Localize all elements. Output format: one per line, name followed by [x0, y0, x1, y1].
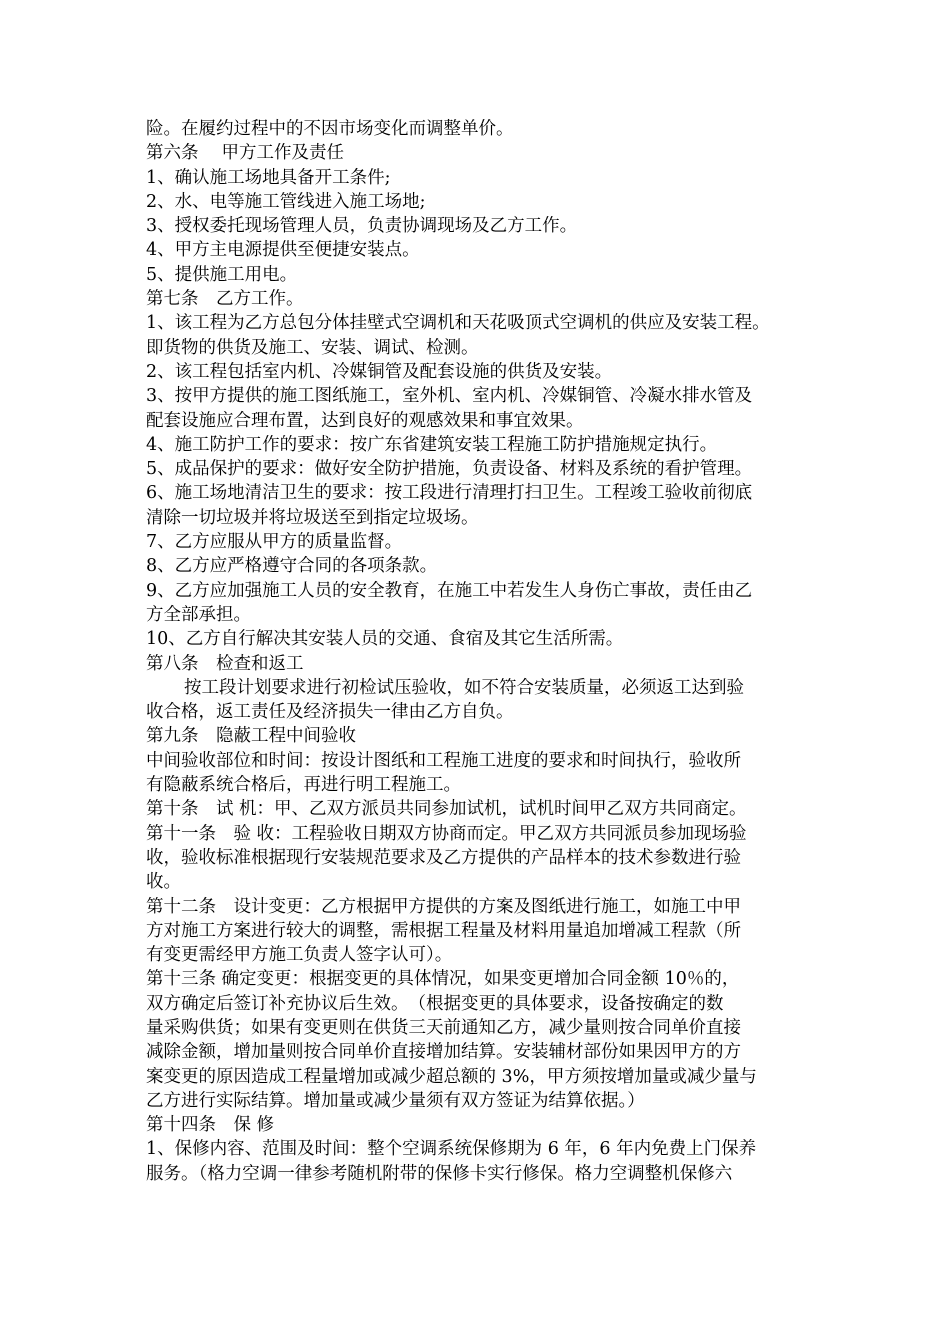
text-line: 5、成品保护的要求：做好安全防护措施，负责设备、材料及系统的看护管理。	[146, 459, 753, 480]
text-line: 有隐蔽系统合格后，再进行明工程施工。	[146, 775, 461, 796]
text-line: 乙方进行实际结算。增加量或减少量须有双方签证为结算依据。）	[146, 1090, 645, 1111]
section-heading-8: 第八条 检查和返工	[146, 653, 304, 674]
section-heading-9: 第九条 隐蔽工程中间验收	[146, 726, 356, 747]
text-line: 方对施工方案进行较大的调整，需根据工程量及材料用量追加增减工程款（所	[146, 920, 741, 941]
text-line: 3、授权委托现场管理人员，负责协调现场及乙方工作。	[146, 216, 578, 237]
text-line: 按工段计划要求进行初检试压验收，如不符合安装质量，必须返工达到验	[184, 677, 744, 698]
text-line: 收合格，返工责任及经济损失一律由乙方自负。	[146, 702, 514, 723]
document-page	[146, 117, 888, 1186]
text-line: 1、该工程为乙方总包分体挂壁式空调机和天花吸顶式空调机的供应及安装工程。	[146, 313, 770, 334]
text-line: 案变更的原因造成工程量增加或减少超总额的 3%，甲方须按增加量或减少量与	[146, 1066, 757, 1087]
text-line: 1、确认施工场地具备开工条件;	[146, 167, 391, 188]
text-line: 服务。（格力空调一律参考随机附带的保修卡实行修保。格力空调整机保修六	[146, 1163, 733, 1184]
text-line: 方全部承担。	[146, 604, 251, 625]
section-heading-14: 第十四条 保 修	[146, 1115, 275, 1136]
text-line: 5、提供施工用电。	[146, 264, 298, 285]
text-line: 减除金额，增加量则按合同单价直接增加结算。安装辅材部份如果因甲方的方	[146, 1042, 741, 1063]
text-line: 收。	[146, 872, 181, 893]
text-line: 险。在履约过程中的不因市场变化而调整单价。	[146, 119, 514, 139]
text-line: 10、乙方自行解决其安装人员的交通、食宿及其它生活所需。	[146, 629, 624, 650]
text-line: 1、保修内容、范围及时间：整个空调系统保修期为 6 年，6 年内免费上门保养	[146, 1139, 757, 1160]
text-line: 2、水、电等施工管线进入施工场地;	[146, 191, 426, 212]
section-heading-7: 第七条 乙方工作。	[146, 289, 304, 310]
text-line: 有变更需经甲方施工负责人签字认可）。	[146, 945, 453, 966]
section-heading-6: 第六条 甲方工作及责任	[146, 143, 345, 164]
text-line: 收，验收标准根据现行安装规范要求及乙方提供的产品样本的技术参数进行验	[146, 847, 741, 868]
section-heading-10: 第十条 试 机：甲、乙双方派员共同参加试机，试机时间甲乙双方共同商定。	[146, 799, 747, 820]
text-line: 3、按甲方提供的施工图纸施工，室外机、室内机、冷媒铜管、冷凝水排水管及	[146, 386, 753, 407]
text-line: 量采购供货；如果有变更则在供货三天前通知乙方，减少量则按合同单价直接	[146, 1017, 741, 1038]
text-line: 9、乙方应加强施工人员的安全教育，在施工中若发生人身伤亡事故，责任由乙	[146, 580, 753, 601]
text-line: 2、该工程包括室内机、冷媒铜管及配套设施的供货及安装。	[146, 361, 613, 382]
text-line: 配套设施应合理布置，达到良好的观感效果和事宜效果。	[146, 410, 584, 431]
text-line: 4、施工防护工作的要求：按广东省建筑安装工程施工防护措施规定执行。	[146, 434, 718, 455]
text-line: 即货物的供货及施工、安装、调试、检测。	[146, 337, 479, 358]
text-line: 7、乙方应服从甲方的质量监督。	[146, 532, 403, 553]
text-line: 中间验收部位和时间：按设计图纸和工程施工进度的要求和时间执行，验收所	[146, 750, 741, 771]
text-line: 清除一切垃圾并将垃圾送至到指定垃圾场。	[146, 507, 479, 528]
section-heading-11: 第十一条 验 收：工程验收日期双方协商而定。甲乙双方共同派员参加现场验	[146, 823, 747, 844]
text-line: 6、施工场地清洁卫生的要求：按工段进行清理打扫卫生。工程竣工验收前彻底	[146, 483, 753, 504]
text-line: 8、乙方应严格遵守合同的各项条款。	[146, 556, 438, 577]
section-heading-12: 第十二条 设计变更：乙方根据甲方提供的方案及图纸进行施工，如施工中甲	[146, 896, 741, 917]
section-heading-13: 第十三条 确定变更：根据变更的具体情况，如果变更增加合同金额 10％的，	[146, 969, 740, 990]
text-line: 4、甲方主电源提供至便捷安装点。	[146, 240, 420, 261]
text-line: 双方确定后签订补充协议后生效。 （根据变更的具体要求，设备按确定的数	[146, 993, 724, 1014]
